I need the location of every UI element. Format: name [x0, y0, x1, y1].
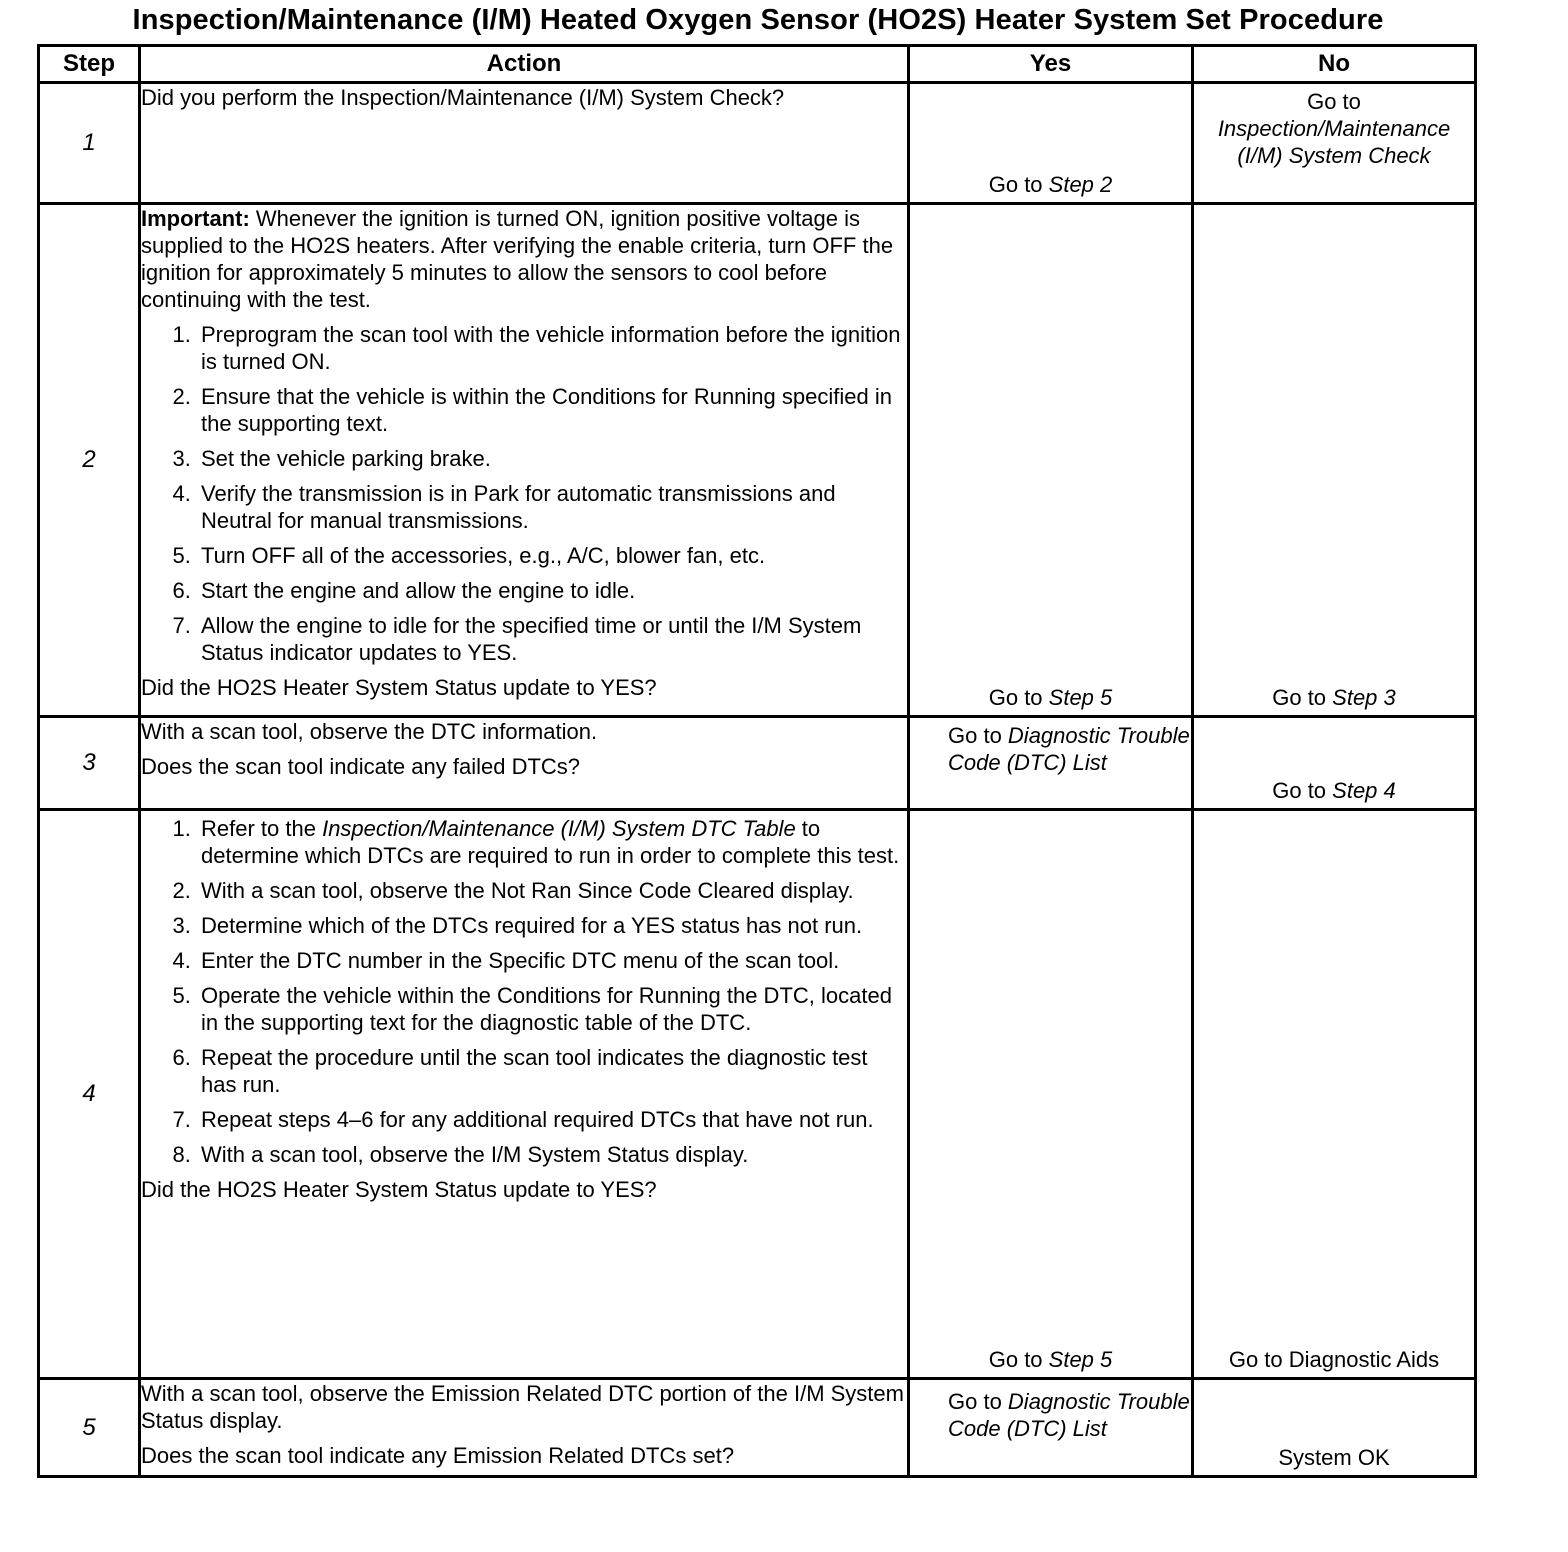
question-text: Did you perform the Inspection/Maintenance (I/M) System Check? [141, 85, 785, 110]
list-item: 1. Preprogram the scan tool with the vehicle information before the ignition is turned ON. [197, 321, 907, 375]
list-item: 4. Enter the DTC number in the Specific DTC menu of the scan tool. [197, 947, 907, 974]
yes-cell [909, 717, 1193, 810]
step-link[interactable]: Step 3 [1332, 685, 1396, 710]
list-item: 7. Allow the engine to idle for the specified time or until the I/M System Status indicator updates to YES. [197, 612, 907, 666]
table-row [39, 204, 1476, 717]
table-row [39, 1379, 1476, 1477]
yes-cell [909, 204, 1193, 717]
yes-result[interactable]: Go to Diagnostic Trouble Code (DTC) List [948, 1389, 1190, 1441]
step-number: 2 [39, 204, 140, 717]
header-row [39, 46, 1476, 83]
yes-cell [909, 810, 1193, 1379]
instruction-list [141, 321, 907, 666]
yes-result[interactable]: Go to Step 5 [988, 1347, 1113, 1372]
step-number: 5 [39, 1379, 140, 1477]
step-link[interactable]: Step 5 [1048, 685, 1113, 710]
yes-result[interactable]: Go to Step 2 [988, 172, 1113, 197]
procedure-table [37, 44, 1477, 1478]
instruction-text: With a scan tool, observe the Emission Related DTC portion of the I/M System Status display. [141, 1381, 904, 1433]
list-item: 6. Repeat the procedure until the scan tool indicates the diagnostic test has run. [197, 1044, 907, 1098]
action-cell [140, 717, 909, 810]
dtc-table-link[interactable]: Inspection/Maintenance (I/M) System DTC Table [322, 816, 796, 841]
list-item: 5. Turn OFF all of the accessories, e.g., A/C, blower fan, etc. [197, 542, 907, 569]
question-text: Did the HO2S Heater System Status update to YES? [141, 675, 657, 700]
dtc-list-link[interactable]: Diagnostic Trouble Code (DTC) List [948, 723, 1190, 775]
header-no: No [1193, 46, 1476, 83]
no-result[interactable]: Go to Diagnostic Aids [1228, 1347, 1440, 1372]
list-item: 3. Determine which of the DTCs required for a YES status has not run. [197, 912, 907, 939]
yes-result[interactable]: Go to Step 5 [988, 685, 1113, 710]
dtc-list-link[interactable]: Diagnostic Trouble Code (DTC) List [948, 1389, 1190, 1441]
step-link[interactable]: Step 2 [1048, 172, 1113, 197]
step-link[interactable]: Step 4 [1332, 778, 1396, 803]
question-text: Did the HO2S Heater System Status update to YES? [141, 1177, 657, 1202]
header-action: Action [140, 46, 909, 83]
list-item: 3. Set the vehicle parking brake. [197, 445, 907, 472]
no-cell [1193, 717, 1476, 810]
important-note: Important: Whenever the ignition is turned ON, ignition positive voltage is supplied to the HO2S heaters. After verifying the enable criteria, turn OFF the ignition for approximately 5 minutes to allow the sensors to cool before continuing with the test. [141, 206, 894, 312]
step-number: 3 [39, 717, 140, 810]
no-cell [1193, 83, 1476, 204]
list-item: 4. Verify the transmission is in Park for automatic transmissions and Neutral for manual transmissions. [197, 480, 907, 534]
header-yes: Yes [909, 46, 1193, 83]
no-cell [1193, 810, 1476, 1379]
no-result[interactable]: Go to Step 4 [1272, 778, 1396, 803]
instruction-text: With a scan tool, observe the DTC information. [141, 719, 598, 744]
yes-result[interactable]: Go to Diagnostic Trouble Code (DTC) List [948, 723, 1190, 775]
step-number: 4 [39, 810, 140, 1379]
table-row [39, 717, 1476, 810]
no-result[interactable]: Go to Step 3 [1272, 685, 1396, 710]
im-system-check-link[interactable]: Inspection/Maintenance (I/M) System Check [1217, 116, 1451, 168]
table-row [39, 810, 1476, 1379]
no-cell [1193, 204, 1476, 717]
header-step: Step [39, 46, 140, 83]
action-cell [140, 204, 909, 717]
instruction-list [141, 815, 907, 1168]
question-text: Does the scan tool indicate any Emission Related DTCs set? [141, 1443, 735, 1468]
no-cell [1193, 1379, 1476, 1477]
yes-cell [909, 1379, 1193, 1477]
yes-cell [909, 83, 1193, 204]
no-result[interactable]: Go to Inspection/Maintenance (I/M) System Check [1217, 89, 1451, 168]
action-cell [140, 1379, 909, 1477]
list-item: 2. Ensure that the vehicle is within the Conditions for Running specified in the supporting text. [197, 383, 907, 437]
list-item: 1. Refer to the Inspection/Maintenance (I/M) System DTC Table to determine which DTCs are required to run in order to complete this test. [197, 815, 907, 869]
no-result: System OK [1278, 1445, 1390, 1470]
action-cell [140, 810, 909, 1379]
list-item: 2. With a scan tool, observe the Not Ran Since Code Cleared display. [197, 877, 907, 904]
step-link[interactable]: Step 5 [1048, 1347, 1113, 1372]
table-row [39, 83, 1476, 204]
list-item: 5. Operate the vehicle within the Conditions for Running the DTC, located in the supporting text for the diagnostic table of the DTC. [197, 982, 907, 1036]
page-title: Inspection/Maintenance (I/M) Heated Oxygen Sensor (HO2S) Heater System Set Procedure [132, 4, 1384, 36]
list-item: 6. Start the engine and allow the engine to idle. [197, 577, 907, 604]
list-item: 8. With a scan tool, observe the I/M System Status display. [197, 1141, 907, 1168]
question-text: Does the scan tool indicate any failed DTCs? [141, 754, 581, 779]
list-item: 7. Repeat steps 4–6 for any additional required DTCs that have not run. [197, 1106, 907, 1133]
step-number: 1 [39, 83, 140, 204]
action-cell [140, 83, 909, 204]
